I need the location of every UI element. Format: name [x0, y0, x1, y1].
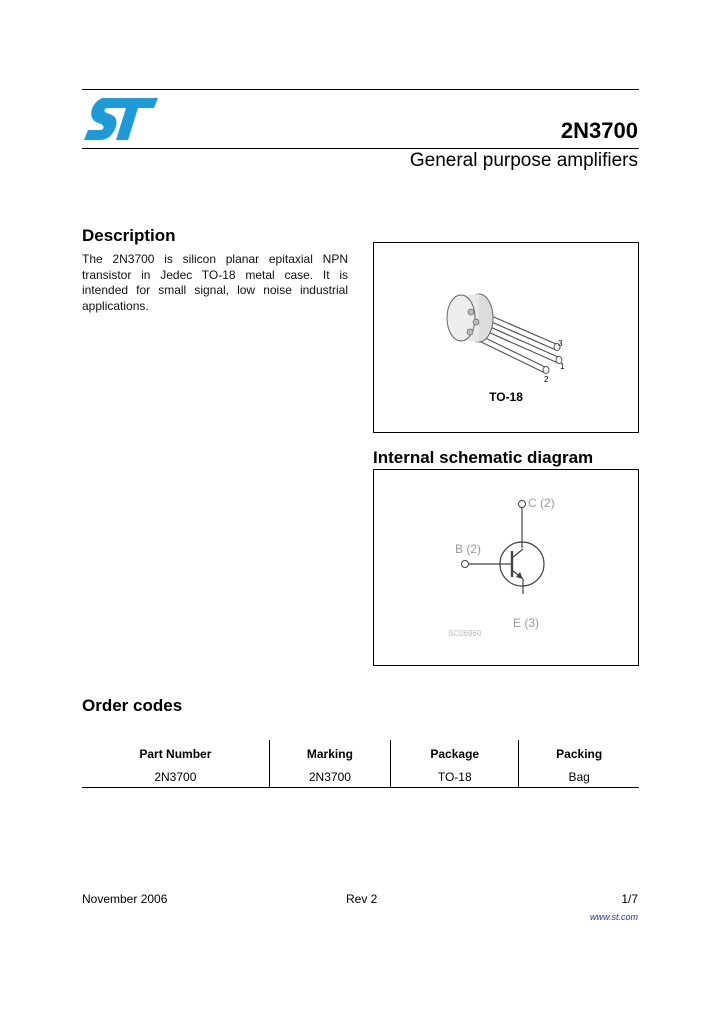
base-label: B (2): [455, 542, 482, 556]
table-header-row: [82, 740, 639, 767]
footer-date: November 2006: [82, 892, 168, 906]
footer-website-link[interactable]: www.st.com: [589, 912, 638, 922]
description-text: The 2N3700 is silicon planar epitaxial NPN transistor in Jedec TO-18 metal case. It is intended for small signal, low noise industrial applications.: [82, 252, 348, 313]
part-subtitle: General purpose amplifiers: [409, 150, 638, 171]
emitter-label: E (3): [513, 616, 540, 630]
column-header: Marking: [269, 740, 390, 767]
table-cell: 2N3700: [82, 767, 269, 788]
package-caption: TO-18: [489, 390, 523, 404]
package-can: [447, 294, 493, 345]
npn-transistor-symbol: [373, 469, 639, 664]
st-logo: [82, 96, 160, 142]
table-cell: TO-18: [391, 767, 519, 788]
schematic-heading: Internal schematic diagram: [373, 448, 594, 467]
to18-package-illustration: [373, 242, 639, 392]
description-heading: Description: [82, 226, 176, 245]
table-cell: 2N3700: [269, 767, 390, 788]
pin-label: 1: [560, 362, 565, 371]
order-codes-table: [82, 740, 639, 788]
pin-label: 2: [544, 375, 549, 384]
header-top-rule: [82, 89, 639, 90]
column-header: Packing: [519, 740, 639, 767]
footer-revision: Rev 2: [346, 892, 378, 906]
collector-label: C (2): [528, 496, 555, 510]
figure-code: SC06960: [448, 629, 482, 638]
part-number-title: 2N3700: [560, 118, 638, 143]
header-bottom-rule: [82, 148, 639, 149]
table-row: [82, 767, 639, 788]
footer-page-number: 1/7: [621, 892, 638, 906]
table-cell: Bag: [519, 767, 639, 788]
pin-label: 3: [558, 339, 563, 348]
column-header: Package: [391, 740, 519, 767]
column-header: Part Number: [139, 746, 212, 761]
package-figure-bottom-rule: [373, 432, 639, 433]
order-codes-heading: Order codes: [82, 696, 183, 715]
